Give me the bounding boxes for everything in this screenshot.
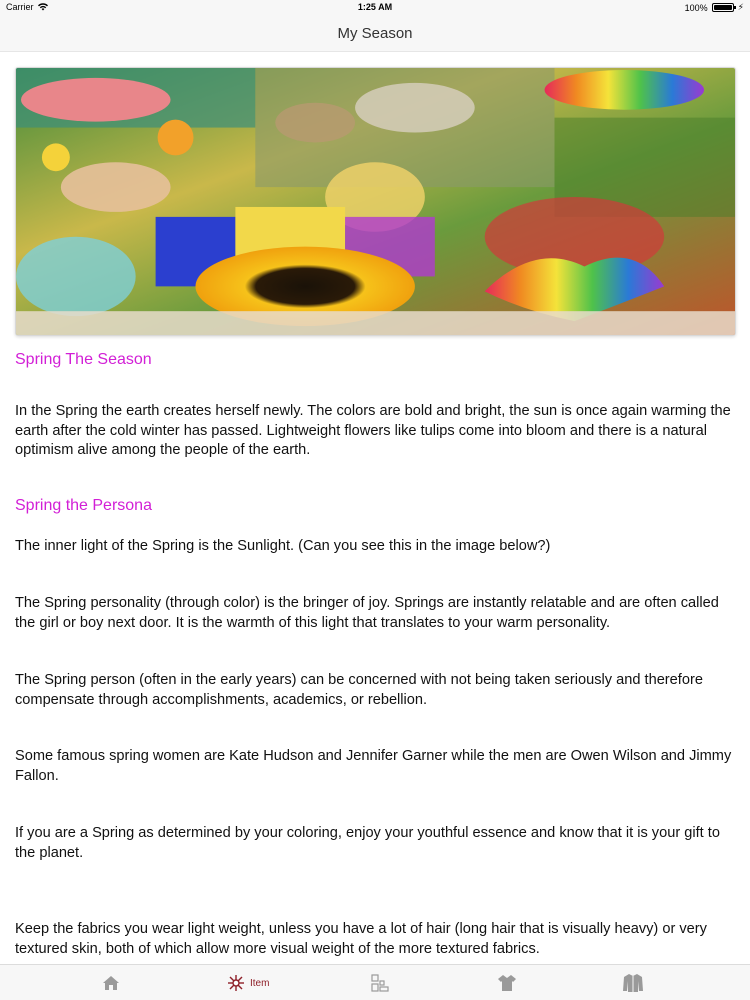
tab-item-label: Item: [250, 977, 270, 989]
palette-grid-icon: [371, 974, 389, 992]
charging-icon: ⚡: [737, 2, 744, 12]
tab-palette[interactable]: [371, 971, 389, 995]
persona-paragraph-4: Some famous spring women are Kate Hudson and Jennifer Garner while the men are Owen Wilson and Jimmy Fallon.: [15, 748, 732, 784]
persona-paragraph-5: If you are a Spring as determined by your coloring, enjoy your youthful essence and know that it is your gift to the planet.: [15, 825, 720, 861]
tab-item[interactable]: [227, 971, 269, 995]
status-bar: [0, 0, 750, 16]
persona-paragraph-1: The inner light of the Spring is the Sunlight. (Can you see this in the image below?): [15, 538, 551, 554]
jacket-icon: [622, 973, 644, 993]
persona-paragraph-6: Keep the fabrics you wear light weight, unless you have a lot of hair (long hair that is visually heavy) or very textured skin, both of which allow more visual weight of the more textured fabrics.: [15, 921, 707, 957]
tab-jacket[interactable]: [622, 971, 644, 995]
tab-bar: [0, 964, 750, 1000]
persona-paragraph-3: The Spring person (often in the early years) can be concerned with not being taken seriously and therefore compensate through accomplishments, academics, or rebellion.: [15, 672, 703, 708]
persona-heading: Spring the Persona: [15, 497, 152, 514]
tab-shirt[interactable]: [497, 971, 517, 995]
season-collage-image: [15, 67, 736, 336]
persona-paragraph-2: The Spring personality (through color) is the bringer of joy. Springs are instantly relatable and are often called the girl or boy next door. It is the warmth of this light that translates to your warm personality.: [15, 595, 719, 631]
season-paragraph: In the Spring the earth creates herself newly. The colors are bold and bright, the sun is once again warming the earth after the cold winter has passed. Lightweight flowers like tulips come into bloom and there is a natural optimism alive among the people of the earth.: [15, 403, 731, 458]
shirt-icon: [497, 973, 517, 993]
season-heading: Spring The Season: [15, 351, 152, 368]
flower-icon: [227, 974, 245, 992]
battery-group: [685, 2, 744, 13]
home-icon: [102, 975, 120, 991]
navigation-bar: [0, 16, 750, 52]
battery-icon: [712, 3, 734, 12]
tab-home[interactable]: [102, 971, 120, 995]
content-scroll-area[interactable]: [0, 52, 750, 964]
page-title: My Season: [337, 25, 413, 42]
carrier-label: Carrier: [6, 2, 34, 12]
battery-percentage: 100%: [684, 2, 708, 13]
status-time: 1:25 AM: [357, 2, 393, 12]
